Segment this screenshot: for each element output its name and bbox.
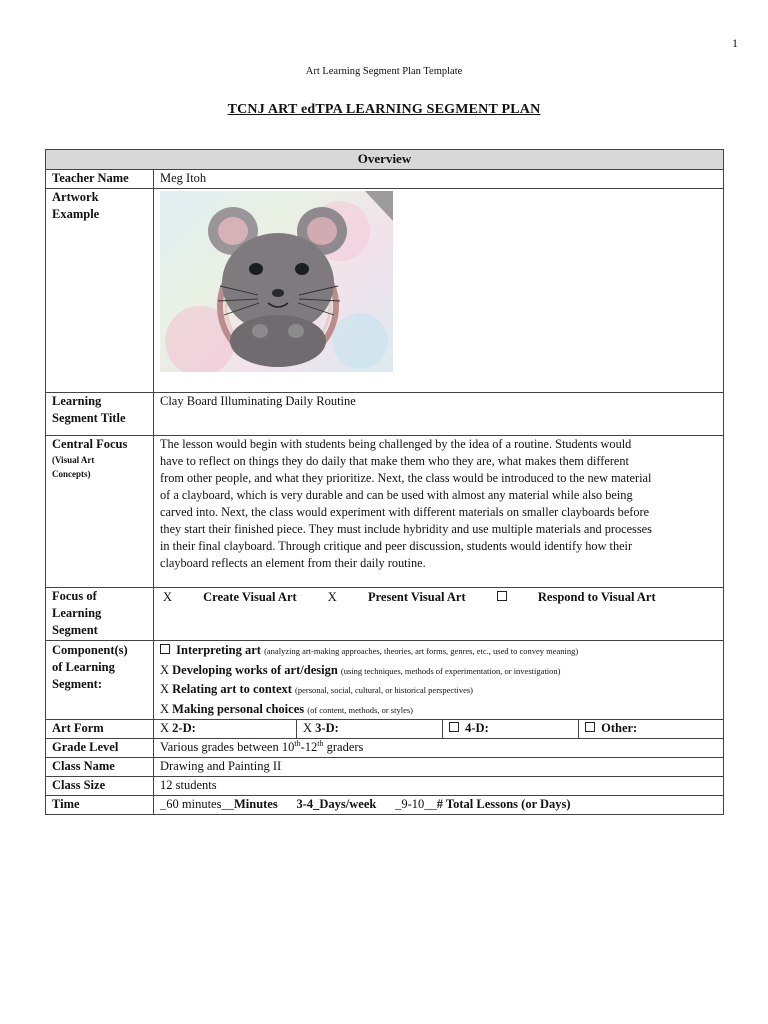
segment-title-row — [46, 393, 724, 436]
focus-respond-option[interactable] — [497, 590, 656, 604]
grade-mid: -12 — [300, 740, 318, 754]
artwork-label — [46, 189, 154, 393]
class-name-value: Drawing and Painting II — [154, 758, 724, 777]
artwork-label-line2: Example — [52, 207, 100, 221]
teacher-label: Teacher Name — [46, 170, 154, 189]
component-mark: X — [160, 701, 170, 716]
component-option[interactable] — [160, 641, 717, 661]
central-focus-line: carved into. Next, the class would experiment with different materials on smaller clayboards before — [160, 505, 650, 519]
class-size-row — [46, 777, 724, 796]
art-form-4d-label: 4-D: — [465, 721, 489, 735]
art-form-2d-option[interactable] — [154, 720, 297, 739]
overview-header: Overview — [46, 150, 724, 170]
time-label: Time — [46, 796, 154, 815]
component-option[interactable] — [160, 680, 717, 700]
artwork-image — [160, 191, 393, 372]
focus-present-option[interactable] — [328, 590, 466, 604]
central-focus-line: from other people, and what they prioritize. Next, the class would be introduced to the new material — [160, 471, 652, 485]
grade-label: Grade Level — [46, 739, 154, 758]
time-lessons-label: # Total Lessons (or Days) — [436, 797, 571, 811]
checkbox-icon — [497, 591, 507, 601]
art-form-3d-option[interactable] — [297, 720, 443, 739]
art-form-row — [46, 720, 724, 739]
components-row — [46, 641, 724, 720]
central-focus-label — [46, 436, 154, 588]
component-title: Relating art to context — [172, 682, 292, 696]
focus-label — [46, 588, 154, 641]
components-options — [154, 641, 724, 720]
art-form-other-label: Other: — [601, 721, 638, 735]
central-focus-sublabel-line2: Concepts) — [52, 469, 91, 479]
components-label-line1: Component(s) — [52, 643, 128, 657]
component-mark: X — [160, 662, 170, 677]
artwork-label-line1: Artwork — [52, 190, 99, 204]
central-focus-line: The lesson would begin with students being challenged by the idea of a routine. Students would — [160, 437, 632, 451]
focus-create-label: Create Visual Art — [203, 590, 297, 604]
focus-present-label: Present Visual Art — [367, 590, 466, 604]
teacher-row — [46, 170, 724, 189]
focus-label-line1: Focus of — [52, 589, 97, 603]
doc-subtitle: Art Learning Segment Plan Template — [305, 66, 463, 77]
segment-title-label-line2: Segment Title — [52, 411, 126, 425]
component-note: (personal, social, cultural, or historical perspectives) — [295, 685, 474, 695]
artwork-cell — [154, 189, 724, 393]
grade-sup-2: th — [317, 738, 324, 748]
central-focus-line: have to reflect on things they do daily that make them who they are, what makes them different — [160, 454, 629, 468]
central-focus-line: clayboard reflects an element from their daily routine. — [160, 556, 426, 570]
checkbox-icon — [585, 722, 595, 732]
segment-title-value: Clay Board Illuminating Daily Routine — [154, 393, 724, 436]
class-name-label: Class Name — [46, 758, 154, 777]
central-focus-row — [46, 436, 724, 588]
time-minutes-value: _60 minutes__ — [160, 797, 234, 811]
grade-suffix: graders — [323, 740, 364, 754]
focus-create-mark: X — [163, 590, 173, 604]
component-title: Making personal choices — [172, 701, 305, 716]
class-size-label: Class Size — [46, 777, 154, 796]
focus-respond-label: Respond to Visual Art — [537, 590, 656, 604]
components-label — [46, 641, 154, 720]
art-form-2d-label: 2-D: — [172, 721, 196, 735]
grade-prefix: Various grades between 10 — [160, 740, 295, 754]
component-note: (of content, methods, or styles) — [307, 704, 413, 715]
art-form-2d-mark: X — [160, 721, 170, 735]
time-days-label: Days/week — [319, 797, 377, 811]
central-focus-line: they start their finished piece. They must include hybridity and use multiple materials and processes — [160, 522, 652, 536]
component-mark: X — [160, 682, 170, 696]
component-option[interactable] — [160, 700, 717, 720]
time-days-value: 3-4_ — [296, 797, 320, 811]
components-label-line2: of Learning — [52, 660, 115, 674]
time-lessons-value: _9-10__ — [395, 797, 437, 811]
page-number: 1 — [732, 36, 738, 50]
segment-title-label — [46, 393, 154, 436]
class-size-value: 12 students — [154, 777, 724, 796]
grade-value — [154, 739, 724, 758]
component-note: (analyzing art-making approaches, theories, art forms, genres, etc., used to convey meaning) — [264, 646, 579, 656]
focus-options — [154, 588, 724, 641]
overview-header-row — [46, 150, 724, 170]
art-form-label: Art Form — [46, 720, 154, 739]
art-form-4d-option[interactable] — [443, 720, 579, 739]
artwork-row — [46, 189, 724, 393]
component-title: Interpreting art — [176, 643, 261, 657]
segment-plan-table — [45, 149, 724, 815]
class-name-row — [46, 758, 724, 777]
central-focus-line: of a clayboard, which is very durable and can be used with almost any material while also being — [160, 488, 633, 502]
focus-create-option[interactable] — [163, 590, 297, 604]
art-form-other-option[interactable] — [579, 720, 724, 739]
focus-label-line3: Segment — [52, 623, 98, 637]
time-value — [154, 796, 724, 815]
chinchilla-illustration — [160, 191, 393, 372]
components-label-line3: Segment: — [52, 677, 102, 691]
time-minutes-label: Minutes — [233, 797, 278, 811]
doc-title: TCNJ ART edTPA LEARNING SEGMENT PLAN — [227, 102, 541, 117]
focus-row — [46, 588, 724, 641]
checkbox-icon — [160, 644, 170, 654]
focus-present-mark: X — [327, 590, 337, 604]
art-form-3d-label: 3-D: — [315, 721, 339, 735]
checkbox-icon — [449, 722, 459, 732]
grade-sup-1: th — [294, 738, 301, 748]
central-focus-sublabel-line1: (Visual Art — [52, 455, 95, 465]
component-title: Developing works of art/design — [172, 662, 338, 677]
time-row — [46, 796, 724, 815]
central-focus-text — [154, 436, 724, 588]
teacher-value: Meg Itoh — [154, 170, 724, 189]
grade-row — [46, 739, 724, 758]
central-focus-line: in their final clayboard. Through critique and peer discussion, students would identify how their — [160, 539, 633, 553]
art-form-3d-mark: X — [303, 721, 313, 735]
segment-title-label-line1: Learning — [52, 394, 102, 408]
central-focus-label-text: Central Focus — [52, 437, 128, 451]
component-option[interactable] — [160, 661, 717, 681]
component-note: (using techniques, methods of experimentation, or investigation) — [340, 665, 561, 676]
focus-label-line2: Learning — [52, 606, 102, 620]
